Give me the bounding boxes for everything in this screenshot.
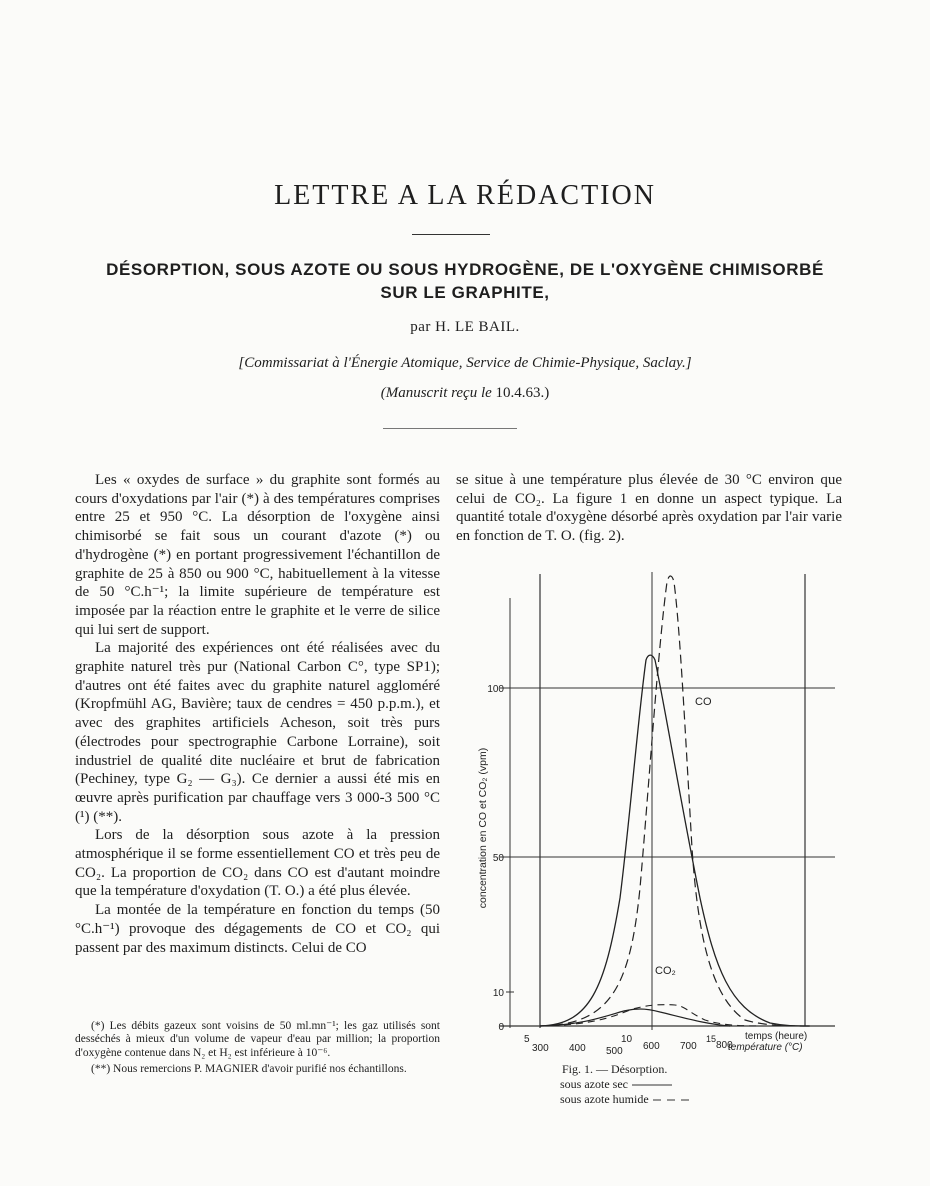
paragraph-3: Lors de la désorption sous azote à la pression atmosphérique il se forme essentiellement CO et très peu de CO₂. La proportion de CO₂ dans CO est d'autant moindre que la température d'oxydation (T. O.) a été plus élevée. xyxy=(75,827,440,900)
article-title-line-2: SUR LE GRAPHITE, xyxy=(380,283,550,302)
legend-dashed-line xyxy=(653,1098,693,1102)
y-tick-label-0: 0 xyxy=(498,1022,504,1033)
time-tick-5: 5 xyxy=(524,1034,530,1045)
received-prefix: (Manuscrit reçu le xyxy=(380,385,492,401)
legend-wet xyxy=(560,1092,820,1107)
co-wet-curve xyxy=(540,576,810,1026)
title-rule xyxy=(412,234,490,235)
temp-axis-label: température (°C) xyxy=(728,1042,803,1053)
temp-tick-300: 300 xyxy=(532,1043,549,1054)
temp-tick-800: 800 xyxy=(716,1040,733,1051)
received-date: 10.4.63.) xyxy=(495,385,550,401)
temp-tick-700: 700 xyxy=(680,1041,697,1052)
time-axis-label: temps (heure) xyxy=(745,1031,808,1042)
paragraph-5: se situe à une température plus élevée de 30 °C environ que celui de CO₂. La figure 1 en donne un aspect typique. La quantité totale d'oxygène désorbé après oxydation par l'air varie en fonction de T. O. (fig. 2). xyxy=(456,472,842,545)
co2-wet-curve xyxy=(540,1005,760,1026)
right-text-column xyxy=(456,471,842,546)
y-tick-label-50: 50 xyxy=(492,853,504,864)
footnote-2: (**) Nous remercions P. MAGNIER d'avoir purifié nos échantillons. xyxy=(91,1063,407,1076)
legend-dry xyxy=(560,1077,820,1092)
time-tick-10: 10 xyxy=(621,1034,633,1045)
time-tick-15: 15 xyxy=(706,1034,717,1044)
left-text-column xyxy=(75,471,440,957)
legend-wet-label: sous azote humide xyxy=(560,1092,649,1106)
y-tick-label-10: 10 xyxy=(492,988,504,999)
paragraph-4: La montée de la température en fonction du temps (50 °C.h⁻¹) provoque des dégagements de CO et CO₂ qui passent par des maximum distincts. Celui de CO xyxy=(75,902,440,956)
author-line: par H. LE BAIL. xyxy=(410,319,520,335)
co2-curve-label: CO₂ xyxy=(655,965,676,977)
article-title xyxy=(60,258,870,304)
temp-tick-600: 600 xyxy=(643,1041,660,1052)
desorption-chart xyxy=(470,568,850,1088)
y-tick-label-100: 100 xyxy=(487,684,504,695)
separator-rule xyxy=(383,428,517,429)
footnote-1: (*) Les débits gazeux sont voisins de 50 ml.mn⁻¹; les gaz utilisés sont desséchés à mieux d'un volume de vapeur d'eau par million; la proportion d'oxygène contenue dans N₂ et H₂ est inférieure à 10⁻⁶. xyxy=(75,1020,440,1059)
y-axis-label: concentration en CO et CO₂ (vpm) xyxy=(477,747,489,909)
caption-title: Fig. 1. — Désorption. xyxy=(562,1062,668,1076)
legend-dry-label: sous azote sec xyxy=(560,1077,628,1091)
affiliation-line: [Commissariat à l'Énergie Atomique, Service de Chimie-Physique, Saclay.] xyxy=(238,355,692,371)
journal-section-title: LETTRE A LA RÉDACTION xyxy=(274,180,656,211)
received-line xyxy=(0,385,930,402)
legend-solid-line xyxy=(632,1083,672,1087)
figure-caption xyxy=(560,1062,820,1107)
co-curve-label: CO xyxy=(695,696,712,708)
footnotes xyxy=(75,1020,440,1080)
paragraph-2: La majorité des expériences ont été réalisées avec du graphite naturel très pur (National Carbon C°, type SP1); d'autres ont été faites avec du graphite naturel aggloméré (Kropfmühl AG, Bavière; taux de cendres = 450 p.p.m.), et avec des graphites artificiels Acheson, soit très purs (électrodes pour spectrographie Carbone Lorraine), soit industriel de qualité dite nucléaire et brut de fabrication (Pechiney, type G₂ — G₃). Ce dernier a aussi été mis en œuvre après purification par chauffage vers 3 000-3 500 °C (¹) (**). xyxy=(75,640,440,825)
article-title-line-1: DÉSORPTION, SOUS AZOTE OU SOUS HYDROGÈNE, DE L'OXYGÈNE CHIMISORBÉ xyxy=(106,260,824,279)
paragraph-1: Les « oxydes de surface » du graphite sont formés au cours d'oxydations par l'air (*) à des températures comprises entre 25 et 950 °C. La désorption de l'oxygène ainsi chimisorbé se fait sous un courant d'azote (*) ou d'hydrogène (*) en portant progressivement l'échantillon de graphite de 25 à 850 ou 900 °C, habituellement à la vitesse de 50 °C.h⁻¹; la limite supérieure de température est imposée par la réaction entre le graphite et le verre de silice qui lui sert de support. xyxy=(75,472,440,638)
figure-1 xyxy=(470,568,850,1088)
temp-tick-400: 400 xyxy=(569,1043,586,1054)
temp-tick-500: 500 xyxy=(606,1046,623,1057)
